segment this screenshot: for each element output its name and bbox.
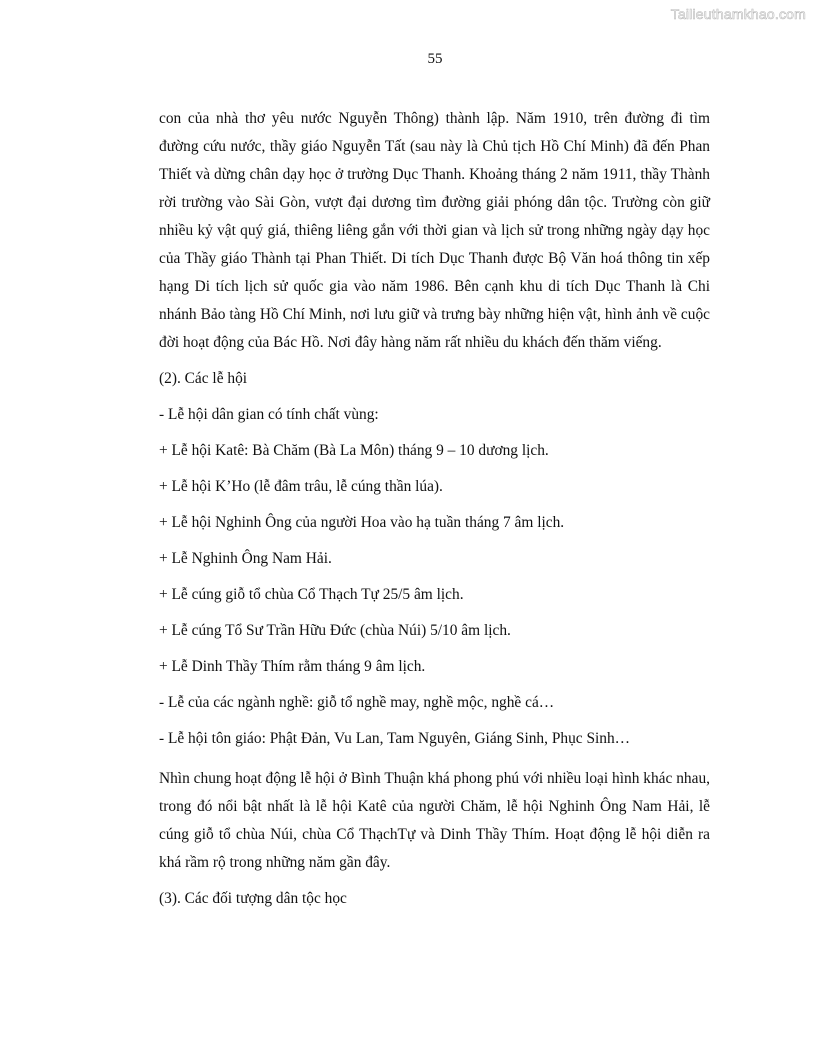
body-paragraph-2: Nhìn chung hoạt động lễ hội ở Bình Thuận khá phong phú với nhiều loại hình khác nhau, trong đó nổi bật nhất là lễ hội Katê của người Chăm, lễ hội Nghinh Ông Nam Hải, lễ cúng giỗ tổ chùa Núi, chùa Cổ ThạchTự và Dinh Thầy Thím. Hoạt động lễ hội diễn ra khá rầm rộ trong những năm gần đây. — [159, 770, 710, 871]
festival-list-item: + Lễ hội K’Ho (lễ đâm trâu, lễ cúng thần lúa). — [159, 478, 443, 495]
festival-list-item: + Lễ cúng giỗ tổ chùa Cổ Thạch Tự 25/5 âm lịch. — [159, 586, 464, 603]
festival-list-item: + Lễ hội Katê: Bà Chăm (Bà La Môn) tháng 9 – 10 dương lịch. — [159, 442, 549, 459]
body-paragraph-1: con của nhà thơ yêu nước Nguyễn Thông) thành lập. Năm 1910, trên đường đi tìm đường cứu nước, thầy giáo Nguyễn Tất (sau này là Chủ tịch Hồ Chí Minh) đã đến Phan Thiết và dừng chân dạy học ở trường Dục Thanh. Khoảng tháng 2 năm 1911, thầy Thành rời trường vào Sài Gòn, vượt đại dương tìm đường giải phóng dân tộc. Trường còn giữ nhiều kỷ vật quý giá, thiêng liêng gắn với thời gian và lịch sử trong những ngày dạy học của Thầy giáo Thành tại Phan Thiết. Di tích Dục Thanh được Bộ Văn hoá thông tin xếp hạng Di tích lịch sử quốc gia vào năm 1986. Bên cạnh khu di tích Dục Thanh là Chi nhánh Bảo tàng Hồ Chí Minh, nơi lưu giữ và trưng bày những hiện vật, hình ảnh về cuộc đời hoạt động của Bác Hồ. Nơi đây hàng năm rất nhiều du khách đến thăm viếng. — [159, 110, 710, 351]
festival-list-item: - Lễ hội dân gian có tính chất vùng: — [159, 406, 379, 423]
festival-list-item: + Lễ Nghinh Ông Nam Hải. — [159, 550, 332, 567]
festival-list-item: - Lễ hội tôn giáo: Phật Đản, Vu Lan, Tam Nguyên, Giáng Sinh, Phục Sinh… — [159, 730, 631, 747]
page-content — [159, 105, 710, 909]
page-number: 55 — [427, 51, 443, 67]
section-heading-ethnology: (3). Các đối tượng dân tộc học — [159, 890, 347, 907]
section-heading-festivals: (2). Các lễ hội — [159, 370, 248, 387]
festival-list-item: - Lễ của các ngành nghề: giỗ tổ nghề may, nghề mộc, nghề cá… — [159, 694, 555, 711]
festival-list-item: + Lễ hội Nghinh Ông của người Hoa vào hạ tuần tháng 7 âm lịch. — [159, 514, 565, 531]
festival-list-item: + Lễ cúng Tổ Sư Trần Hữu Đức (chùa Núi) 5/10 âm lịch. — [159, 622, 511, 639]
watermark: Tailieuthamkhao.com — [670, 6, 806, 22]
festival-list-item: + Lễ Dinh Thầy Thím rằm tháng 9 âm lịch. — [159, 658, 426, 675]
